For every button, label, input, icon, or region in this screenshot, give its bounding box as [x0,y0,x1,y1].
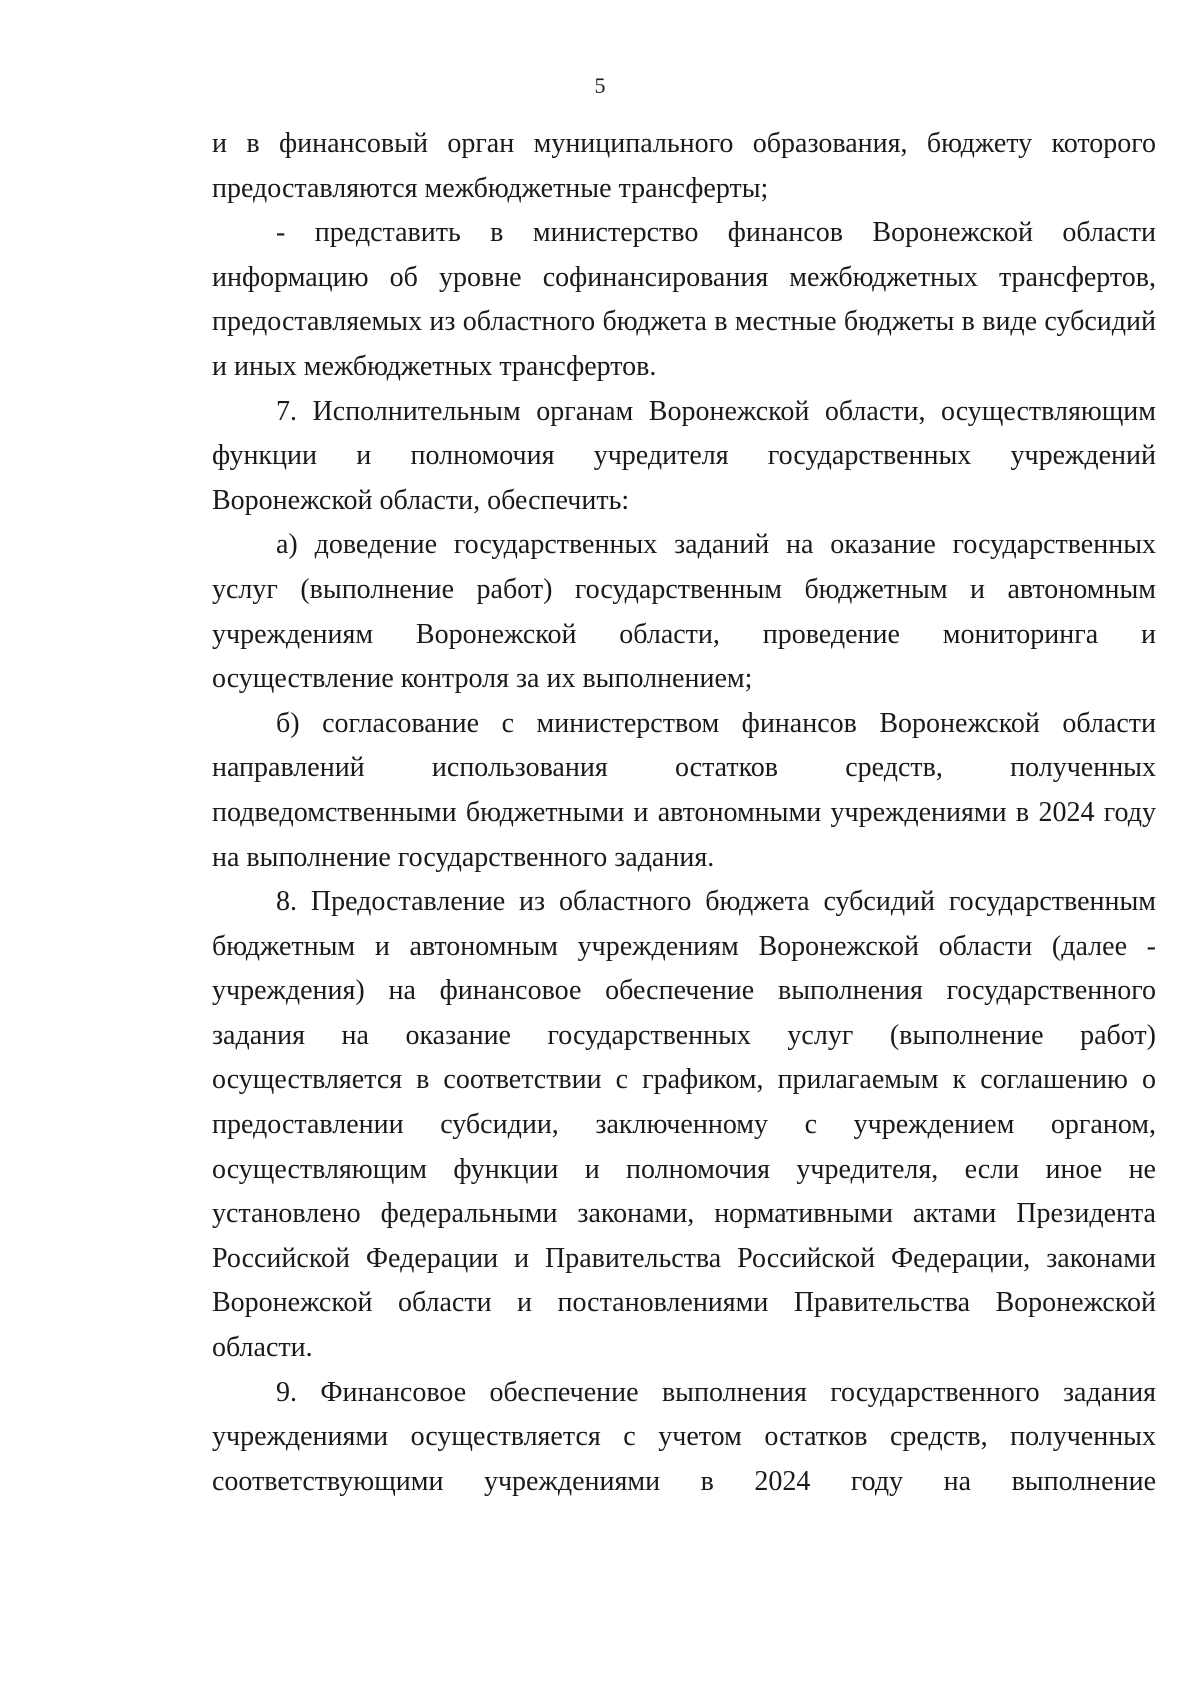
paragraph-item-9: 9. Финансовое обеспечение выполнения государственного задания учреждениями осуществляется с учетом остатков средств, полученных соответствующими учреждениями в 2024 году на выполнение [212,1376,1156,1497]
paragraph-item-7a: а) доведение государственных заданий на оказание государственных услуг (выполнение работ) государственным бюджетным и автономным учреждениям Воронежской области, проведение мониторинга и осуществление контроля за их выполнением; [212,529,1156,695]
paragraph-item-7: 7. Исполнительным органам Воронежской области, осуществляющим функции и полномочия учредителя государственных учреждений Воронежской области, обеспечить: [212,395,1156,516]
paragraph-item-7b: б) согласование с министерством финансов Воронежской области направлений использования остатков средств, полученных подведомственными бюджетными и автономными учреждениями в 2024 году на выполнение государственного задания. [212,707,1156,873]
paragraph-cofinancing-info: - представить в министерство финансов Воронежской области информацию об уровне софинансирования межбюджетных трансфертов, предоставляемых из областного бюджета в местные бюджеты в виде субсидий и иных межбюджетных трансфертов. [212,217,1156,382]
page-number: 5 [594,73,606,98]
document-body [212,122,1156,1504]
paragraph-continuation: и в финансовый орган муниципального образования, бюджету которого предоставляются межбюджетные трансферты; [212,128,1156,204]
paragraph-item-8: 8. Предоставление из областного бюджета субсидий государственным бюджетным и автономным учреждениям Воронежской области (далее - учреждения) на финансовое обеспечение выполнения государственного задания на оказание государственных услуг (выполнение работ) осуществляется в соответствии с графиком, прилагаемым к соглашению о предоставлении субсидии, заключенному с учреждением органом, осуществляющим функции и полномочия учредителя, если иное не установлено федеральными законами, нормативными актами Президента Российской Федерации и Правительства Российской Федерации, законами Воронежской области и постановлениями Правительства Воронежской области. [212,886,1156,1364]
